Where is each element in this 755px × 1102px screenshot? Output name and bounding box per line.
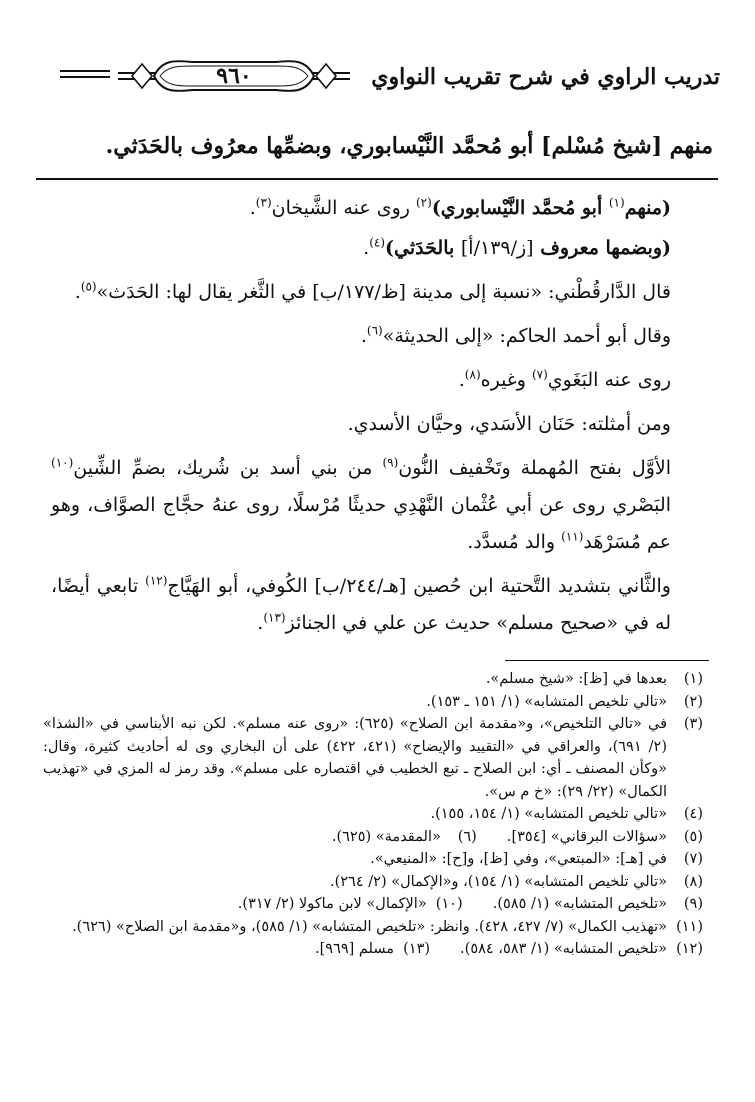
text-run: روى عنه البَغَوي bbox=[547, 369, 671, 391]
footnote-text: «تهذيب الكمال» (٧/ ٤٢٧، ٤٢٨). وانظر: «تلخيص المتشابه» (١/ ٥٨٥)، و«مقدمة ابن الصلاح» (٦٢٦). bbox=[72, 918, 667, 935]
footnote-ref: (٢) bbox=[415, 195, 432, 210]
footnote-text: في «تالي التلخيص»، و«مقدمة ابن الصلاح» (٦٢٥): «روى عنه مسلم». لكن نبه الأبناسي في «الشذا» (٢/ ٦٩١)، والعراقي في «التقييد والإيضاح» (٤٢١، ٤٢٢) على أن البخاري وى له أحاديث كثيرة، وقال: «وكأن المصنف ـ أي: ابن الصلاح ـ تبع الخطيب في اقتصاره على مسلم». وقد رمز له المزي في «تهذيب الكمال» (٢٢/ ٢٩): «خ م س». bbox=[43, 716, 668, 800]
footnote bbox=[43, 848, 703, 871]
paragraph bbox=[51, 406, 671, 443]
footnote-text: «تالي تلخيص المتشابه» (١/ ١٥٤، ١٥٥). bbox=[430, 806, 667, 822]
header-rule bbox=[60, 76, 110, 78]
footnote-number: (٦) bbox=[457, 828, 477, 845]
footnote-ref: (١) bbox=[608, 195, 625, 210]
footnote bbox=[507, 826, 703, 849]
footnote-ref: (٤) bbox=[369, 235, 386, 250]
quoted-matn: بالحَدَثي) bbox=[385, 237, 461, 259]
footnote-text: بعدها في [ظ]: «شيخ مسلم». bbox=[485, 671, 667, 687]
commentary-body bbox=[51, 190, 671, 649]
footnote-ref: (٦) bbox=[366, 323, 383, 338]
text-run: وقال أبو أحمد الحاكم: «إلى الحديثة» bbox=[382, 325, 671, 347]
footnote-ref: (٥) bbox=[80, 279, 97, 294]
footnote bbox=[493, 893, 703, 916]
footnote-ref: (٧) bbox=[531, 367, 548, 382]
quoted-matn: (وبضمها معروف bbox=[533, 237, 671, 259]
footnote-number: (٢) bbox=[683, 693, 703, 710]
header-rule bbox=[60, 70, 110, 72]
paragraph bbox=[51, 362, 671, 399]
footnote-text: «الإكمال» لابن ماكولا (٢/ ٣١٧). bbox=[237, 896, 427, 912]
text-run: ومن أمثلته: حَنَان الأسَدي، وحيَّان الأسدي. bbox=[347, 413, 671, 435]
footnote-number: (١٣) bbox=[403, 941, 431, 957]
text-run: . bbox=[363, 237, 370, 259]
text-run: البَصْري روى عن أبي عُثْمان النَّهْدِي حديثًا مُرْسلًا، روى عنهُ حجَّاج الصوَّاف، وهو عم مُسَرْهَد bbox=[51, 494, 671, 553]
text-run: والثَّاني بتشديد التَّحتية ابن حُصين [هـ/٢٤٤/ب] الكُوفي، أبو الهَيَّاج bbox=[167, 575, 671, 597]
footnote-number: (٩) bbox=[683, 896, 703, 912]
footnote-ref: (١١) bbox=[561, 529, 584, 544]
text-run: الأوَّل بفتح المُهملة وتَخْفيف النُّون bbox=[398, 457, 671, 479]
footnote-ref: (٣) bbox=[255, 195, 272, 210]
matn-separator bbox=[36, 178, 718, 180]
text-run: قال الدَّارقُطْني: «نسبة إلى مدينة [ظ/١٧٧/ب] في الثَّغر يقال لها: الحَدَث» bbox=[96, 281, 671, 303]
footnote-text: «المقدمة» (٦٢٥). bbox=[331, 828, 441, 845]
footnote-number: (٣) bbox=[683, 716, 703, 732]
footnote-ref: (٨) bbox=[464, 367, 481, 382]
text-run: . bbox=[458, 369, 465, 391]
paragraph bbox=[51, 230, 671, 267]
footnote-number: (١٢) bbox=[676, 941, 703, 957]
text-run: . bbox=[360, 325, 367, 347]
footnote-number: (٤) bbox=[683, 806, 703, 822]
quoted-matn: أبو مُحمَّد النَّيْسابوري) bbox=[431, 197, 609, 219]
footnote-ref: (١٠) bbox=[51, 455, 74, 470]
footnote-number: (٥) bbox=[683, 828, 703, 845]
page-header bbox=[60, 54, 720, 104]
footnote-number: (٨) bbox=[683, 873, 703, 890]
paragraph bbox=[51, 568, 671, 642]
running-book-title: تدريب الراوي في شرح تقريب النواوي bbox=[371, 64, 720, 90]
text-run: . bbox=[74, 281, 81, 303]
paragraph bbox=[51, 274, 671, 311]
footnote-text: «تلخيص المتشابه» (١/ ٥٨٣، ٥٨٤). bbox=[460, 941, 667, 957]
footnote-text: «تالي تلخيص المتشابه» (١/ ١٥٤)، و«الإكمال» (٢/ ٢٦٤). bbox=[329, 873, 667, 890]
footnote bbox=[43, 916, 703, 939]
footnote bbox=[43, 691, 703, 714]
footnote bbox=[43, 803, 703, 826]
text-run: والد مُسدَّد. bbox=[467, 531, 562, 553]
footnote-ref: (١٢) bbox=[145, 573, 168, 588]
manuscript-marker: [ز/١٣٩/أ] bbox=[460, 237, 534, 259]
quoted-matn: (منهم bbox=[624, 197, 671, 219]
footnote-number: (٧) bbox=[683, 851, 703, 867]
footnote-pair bbox=[43, 938, 703, 961]
footnote bbox=[315, 938, 430, 961]
text-run: تابعي أيضًا، له في «صحيح مسلم» حديث عن علي في الجنائز bbox=[51, 575, 671, 634]
footnote-text: «تلخيص المتشابه» (١/ ٥٨٥). bbox=[492, 896, 667, 912]
footnote bbox=[43, 713, 703, 803]
footnote-number: (١١) bbox=[676, 918, 703, 935]
matn-text: منهم [شيخ مُسْلم] أبو مُحمَّد النَّيْسابوري، وبضمِّها معرُوف بالحَدَثي. bbox=[105, 133, 713, 159]
page-number: ٩٦٠ bbox=[216, 63, 252, 89]
footnote-text: مسلم [٩٦٩]. bbox=[314, 941, 395, 957]
footnote bbox=[238, 893, 463, 916]
text-run: وغيره bbox=[480, 369, 532, 391]
footnotes bbox=[43, 668, 703, 961]
footnote bbox=[460, 938, 703, 961]
footnote-number: (١) bbox=[683, 671, 703, 687]
text-run: . bbox=[257, 612, 264, 634]
footnote-text: في [هـ]: «المبتعي»، وفي [ظ]، و[ح]: «المنيعي». bbox=[370, 851, 667, 867]
paragraph bbox=[51, 318, 671, 355]
footnote-text: «سؤالات البرقاني» [٣٥٤]. bbox=[506, 828, 667, 845]
paragraph bbox=[51, 450, 671, 561]
footnote-text: «تالي تلخيص المتشابه» (١/ ١٥١ ـ ١٥٣). bbox=[426, 693, 667, 710]
footnote-ref: (٩) bbox=[382, 455, 399, 470]
footnote-separator bbox=[505, 660, 709, 661]
paragraph bbox=[51, 190, 671, 227]
footnote-pair bbox=[43, 893, 703, 916]
footnote bbox=[332, 826, 477, 849]
text-run: من بني أسد بن شُريك، بضمِّ الشِّين bbox=[73, 457, 383, 479]
text-run: روى عنه الشَّيخان bbox=[271, 197, 416, 219]
footnote-number: (١٠) bbox=[435, 896, 463, 912]
footnote bbox=[43, 871, 703, 894]
page-number-ornament bbox=[118, 56, 350, 98]
footnote bbox=[43, 668, 703, 691]
footnote-ref: (١٣) bbox=[263, 610, 286, 625]
footnote-pair bbox=[43, 826, 703, 849]
text-run: . bbox=[249, 197, 256, 219]
